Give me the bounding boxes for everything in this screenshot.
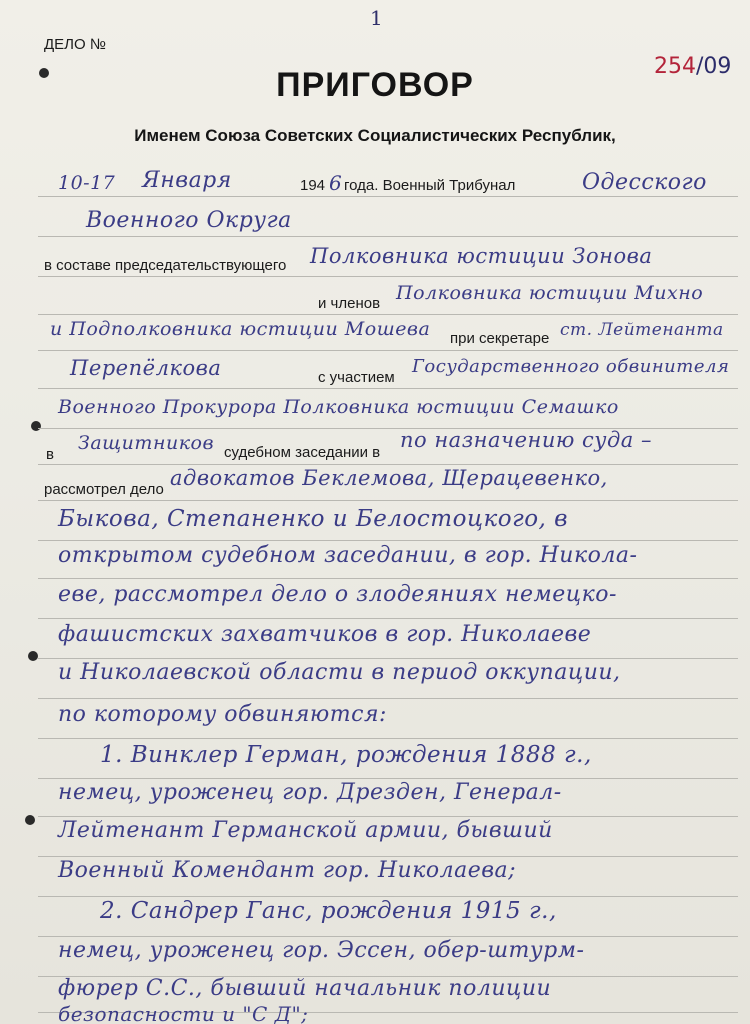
sheet-number: 1	[370, 6, 383, 30]
punch-hole	[31, 421, 41, 431]
members-value-2: и Подполковника юстиции Мошева	[50, 318, 431, 340]
document-title: ПРИГОВОР	[276, 66, 474, 104]
date-month: Января	[142, 168, 232, 193]
presiding-value: Полковника юстиции Зонова	[310, 244, 653, 268]
members-value-1: Полковника юстиции Михно	[396, 282, 704, 304]
secretary-value-1: ст. Лейтенанта	[560, 320, 724, 340]
body-line: 2. Сандрер Ганс, рождения 1915 г.,	[100, 898, 557, 924]
punch-hole	[25, 815, 35, 825]
year-suffix: года. Военный Трибунал	[344, 177, 516, 194]
body-line: фюрер С.С., бывший начальник полиции	[58, 976, 552, 1001]
members-label: и членов	[318, 295, 381, 312]
case-label: ДЕЛО №	[44, 36, 106, 53]
body-line: немец, уроженец гор. Эссен, обер-штурм-	[58, 938, 585, 963]
reviewed-label: рассмотрел дело	[44, 481, 164, 498]
session-label: судебном заседании в	[224, 444, 381, 461]
body-line: Лейтенант Германской армии, бывший	[58, 818, 553, 843]
document-subtitle: Именем Союза Советских Социалистических Республик,	[134, 126, 616, 145]
body-line: 1. Винклер Герман, рождения 1888 г.,	[100, 742, 592, 768]
year-digit: 6	[329, 171, 343, 195]
date-day: 10-17	[58, 172, 116, 194]
session-prefix: в	[46, 446, 54, 463]
body-line: безопасности и "С Д";	[58, 1002, 309, 1024]
body-line: еве, рассмотрел дело о злодеяниях немецко-	[58, 582, 617, 607]
participation-label: с участием	[318, 369, 395, 386]
punch-hole	[28, 651, 38, 661]
body-line: фашистских захватчиков в гор. Николаеве	[58, 622, 592, 647]
secretary-label: при секретаре	[450, 330, 550, 347]
session-hand: Защитников	[78, 432, 215, 454]
archive-number-rest: /09	[696, 54, 732, 79]
body-line: по которому обвиняются:	[58, 702, 387, 727]
presiding-label: в составе председательствующего	[44, 257, 287, 274]
body-line: Военный Комендант гор. Николаева;	[58, 858, 517, 883]
participation-value-2: Военного Прокурора Полковника юстиции Семашко	[58, 396, 619, 418]
body-line: немец, уроженец гор. Дрезден, Генерал-	[58, 780, 562, 805]
participation-value-1: Государственного обвинителя	[412, 356, 730, 377]
tribunal-name-1: Одесского	[582, 170, 707, 195]
session-value: по назначению суда –	[400, 428, 652, 452]
reviewed-value: адвокатов Беклемова, Щерацевенко,	[170, 466, 608, 490]
archive-number-red: 254	[654, 54, 696, 79]
body-line: Быкова, Степаненко и Белостоцкого, в	[58, 506, 569, 532]
tribunal-name-2: Военного Округа	[86, 208, 292, 233]
year-prefix: 194	[300, 177, 326, 194]
body-line: открытом судебном заседании, в гор. Никола-	[58, 543, 638, 568]
body-line: и Николаевской области в период оккупации,	[58, 660, 621, 685]
secretary-value-2: Перепёлкова	[70, 356, 222, 380]
